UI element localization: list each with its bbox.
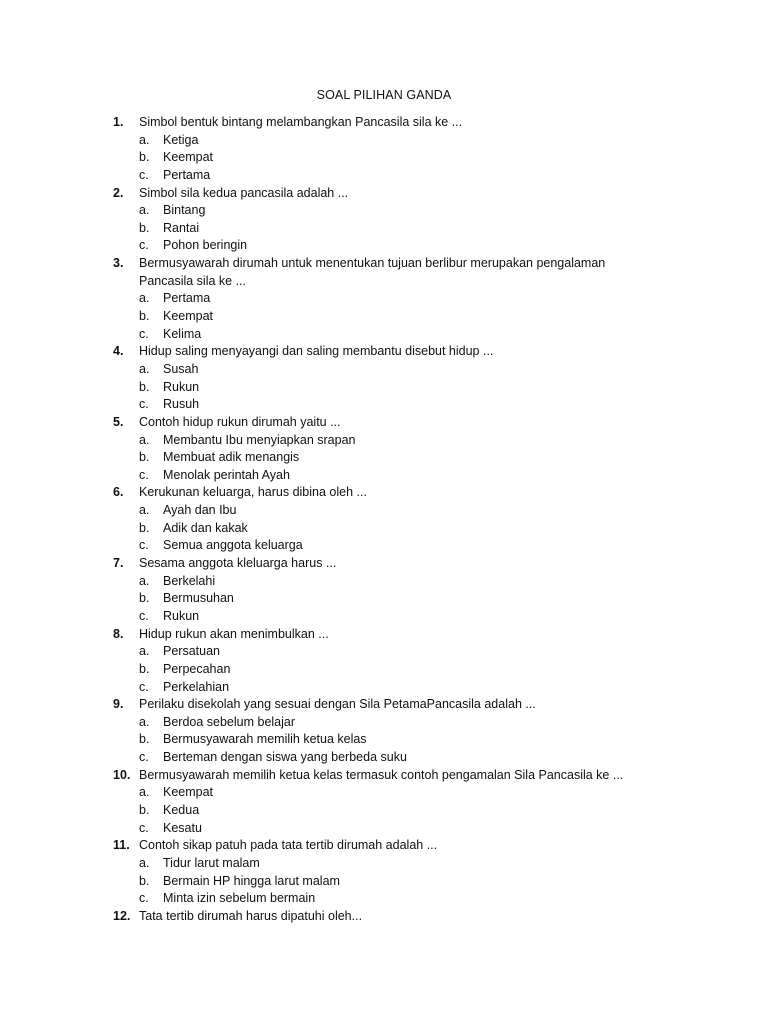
question-text: Contoh sikap patuh pada tata tertib dirumah adalah ... [139, 838, 438, 853]
answer-option [0, 396, 768, 414]
option-text: Berkelahi [163, 573, 216, 588]
option-text: Bermusyawarah memilih ketua kelas [163, 732, 367, 747]
option-label: c. [139, 820, 149, 835]
question-item [0, 626, 768, 644]
option-text: Persatuan [163, 644, 220, 659]
option-label: b. [139, 661, 150, 676]
question-text: Sesama anggota kleluarga harus ... [139, 556, 337, 571]
question-number: 7. [113, 556, 124, 571]
option-label: b. [139, 591, 150, 606]
answer-option [0, 379, 768, 397]
answer-option [0, 573, 768, 591]
option-label: b. [139, 873, 150, 888]
option-text: Keempat [163, 785, 214, 800]
question-number: 1. [113, 115, 124, 129]
answer-option [0, 149, 768, 167]
option-label: b. [139, 520, 150, 535]
answer-option [0, 661, 768, 679]
option-label: c. [139, 608, 149, 623]
answer-option [0, 326, 768, 344]
option-text: Ketiga [163, 132, 199, 147]
question-number: 6. [113, 485, 124, 500]
option-label: c. [139, 397, 149, 412]
option-text: Ayah dan Ibu [163, 503, 237, 518]
option-label: c. [139, 167, 149, 182]
answer-option [0, 432, 768, 450]
answer-option [0, 167, 768, 185]
question-text-continuation: Pancasila sila ke ... [139, 273, 246, 288]
answer-option [0, 449, 768, 467]
option-label: c. [139, 538, 149, 553]
option-text: Rukun [163, 379, 200, 394]
answer-option [0, 202, 768, 220]
question-text: Perilaku disekolah yang sesuai dengan Sila PetamaPancasila adalah ... [139, 697, 536, 712]
option-label: b. [139, 150, 150, 165]
answer-option [0, 590, 768, 608]
question-text: Hidup saling menyayangi dan saling membantu disebut hidup ... [139, 344, 494, 359]
option-label: c. [139, 750, 149, 765]
option-text: Bintang [163, 203, 206, 218]
option-label: b. [139, 802, 150, 817]
answer-option [0, 608, 768, 626]
option-text: Pertama [163, 167, 211, 182]
option-label: c. [139, 238, 149, 253]
question-item [0, 414, 768, 432]
option-label: a. [139, 503, 150, 518]
option-text: Minta izin sebelum bermain [163, 891, 316, 906]
option-text: Pertama [163, 291, 211, 306]
answer-option [0, 502, 768, 520]
option-label: b. [139, 220, 150, 235]
option-text: Rukun [163, 608, 200, 623]
answer-option [0, 679, 768, 697]
option-text: Keempat [163, 150, 214, 165]
question-number: 2. [113, 185, 124, 200]
question-text: Hidup rukun akan menimbulkan ... [139, 626, 329, 641]
question-text: Bermusyawarah dirumah untuk menentukan tujuan berlibur merupakan pengalaman [139, 256, 606, 271]
option-label: b. [139, 309, 150, 324]
option-text: Kelima [163, 326, 202, 341]
question-number: 3. [113, 256, 124, 271]
option-label: c. [139, 891, 149, 906]
question-list [0, 114, 768, 925]
question-text: Simbol sila kedua pancasila adalah ... [139, 185, 349, 200]
answer-option [0, 890, 768, 908]
answer-option [0, 132, 768, 150]
answer-option [0, 731, 768, 749]
answer-option [0, 749, 768, 767]
question-number: 11. [113, 838, 130, 853]
option-text: Berteman dengan siswa yang berbeda suku [163, 750, 407, 765]
option-text: Berdoa sebelum belajar [163, 714, 296, 729]
question-item [0, 114, 768, 132]
question-text: Kerukunan keluarga, harus dibina oleh ... [139, 485, 367, 500]
option-text: Semua anggota keluarga [163, 538, 303, 553]
answer-option [0, 467, 768, 485]
question-text: Bermusyawarah memilih ketua kelas termasuk contoh pengamalan Sila Pancasila ke ... [139, 767, 624, 782]
question-text: Tata tertib dirumah harus dipatuhi oleh... [139, 908, 363, 923]
option-text: Perkelahian [163, 679, 230, 694]
answer-option [0, 873, 768, 891]
question-text: Contoh hidup rukun dirumah yaitu ... [139, 414, 341, 429]
option-label: a. [139, 203, 150, 218]
option-label: c. [139, 467, 149, 482]
option-label: b. [139, 450, 150, 465]
question-number: 4. [113, 344, 124, 359]
option-label: b. [139, 732, 150, 747]
option-label: a. [139, 361, 150, 376]
question-item [0, 484, 768, 502]
option-label: a. [139, 714, 150, 729]
option-label: c. [139, 679, 149, 694]
answer-option [0, 855, 768, 873]
answer-option [0, 802, 768, 820]
option-text: Kesatu [163, 820, 202, 835]
answer-option [0, 784, 768, 802]
option-text: Membuat adik menangis [163, 450, 300, 465]
page-title: SOAL PILIHAN GANDA [316, 88, 452, 102]
question-item [0, 837, 768, 855]
option-text: Bermusuhan [163, 591, 234, 606]
question-item [0, 696, 768, 714]
question-number: 5. [113, 414, 124, 429]
option-text: Rantai [163, 220, 200, 235]
option-label: a. [139, 855, 150, 870]
question-item [0, 343, 768, 361]
question-item [0, 255, 768, 273]
answer-option [0, 714, 768, 732]
option-text: Tidur larut malam [163, 855, 260, 870]
question-item [0, 555, 768, 573]
option-label: a. [139, 785, 150, 800]
option-text: Keempat [163, 309, 214, 324]
answer-option [0, 361, 768, 379]
answer-option [0, 537, 768, 555]
answer-option [0, 237, 768, 255]
question-text: Simbol bentuk bintang melambangkan Pancasila sila ke ... [139, 115, 463, 129]
option-text: Menolak perintah Ayah [163, 467, 290, 482]
answer-option [0, 308, 768, 326]
option-text: Susah [163, 361, 199, 376]
option-label: a. [139, 132, 150, 147]
answer-option [0, 520, 768, 538]
question-number: 9. [113, 697, 124, 712]
option-label: b. [139, 379, 150, 394]
option-text: Membantu Ibu menyiapkan srapan [163, 432, 356, 447]
answer-option [0, 220, 768, 238]
option-text: Bermain HP hingga larut malam [163, 873, 340, 888]
question-number: 12. [113, 908, 131, 923]
option-text: Adik dan kakak [163, 520, 248, 535]
option-label: c. [139, 326, 149, 341]
option-text: Kedua [163, 802, 200, 817]
question-item [0, 185, 768, 203]
answer-option [0, 643, 768, 661]
question-item [0, 767, 768, 785]
answer-option [0, 290, 768, 308]
answer-option [0, 820, 768, 838]
option-text: Perpecahan [163, 661, 231, 676]
option-label: a. [139, 573, 150, 588]
question-number: 10. [113, 767, 131, 782]
option-text: Rusuh [163, 397, 200, 412]
question-number: 8. [113, 626, 124, 641]
option-text: Pohon beringin [163, 238, 248, 253]
option-label: a. [139, 291, 150, 306]
option-label: a. [139, 644, 150, 659]
question-item [0, 908, 768, 926]
option-label: a. [139, 432, 150, 447]
